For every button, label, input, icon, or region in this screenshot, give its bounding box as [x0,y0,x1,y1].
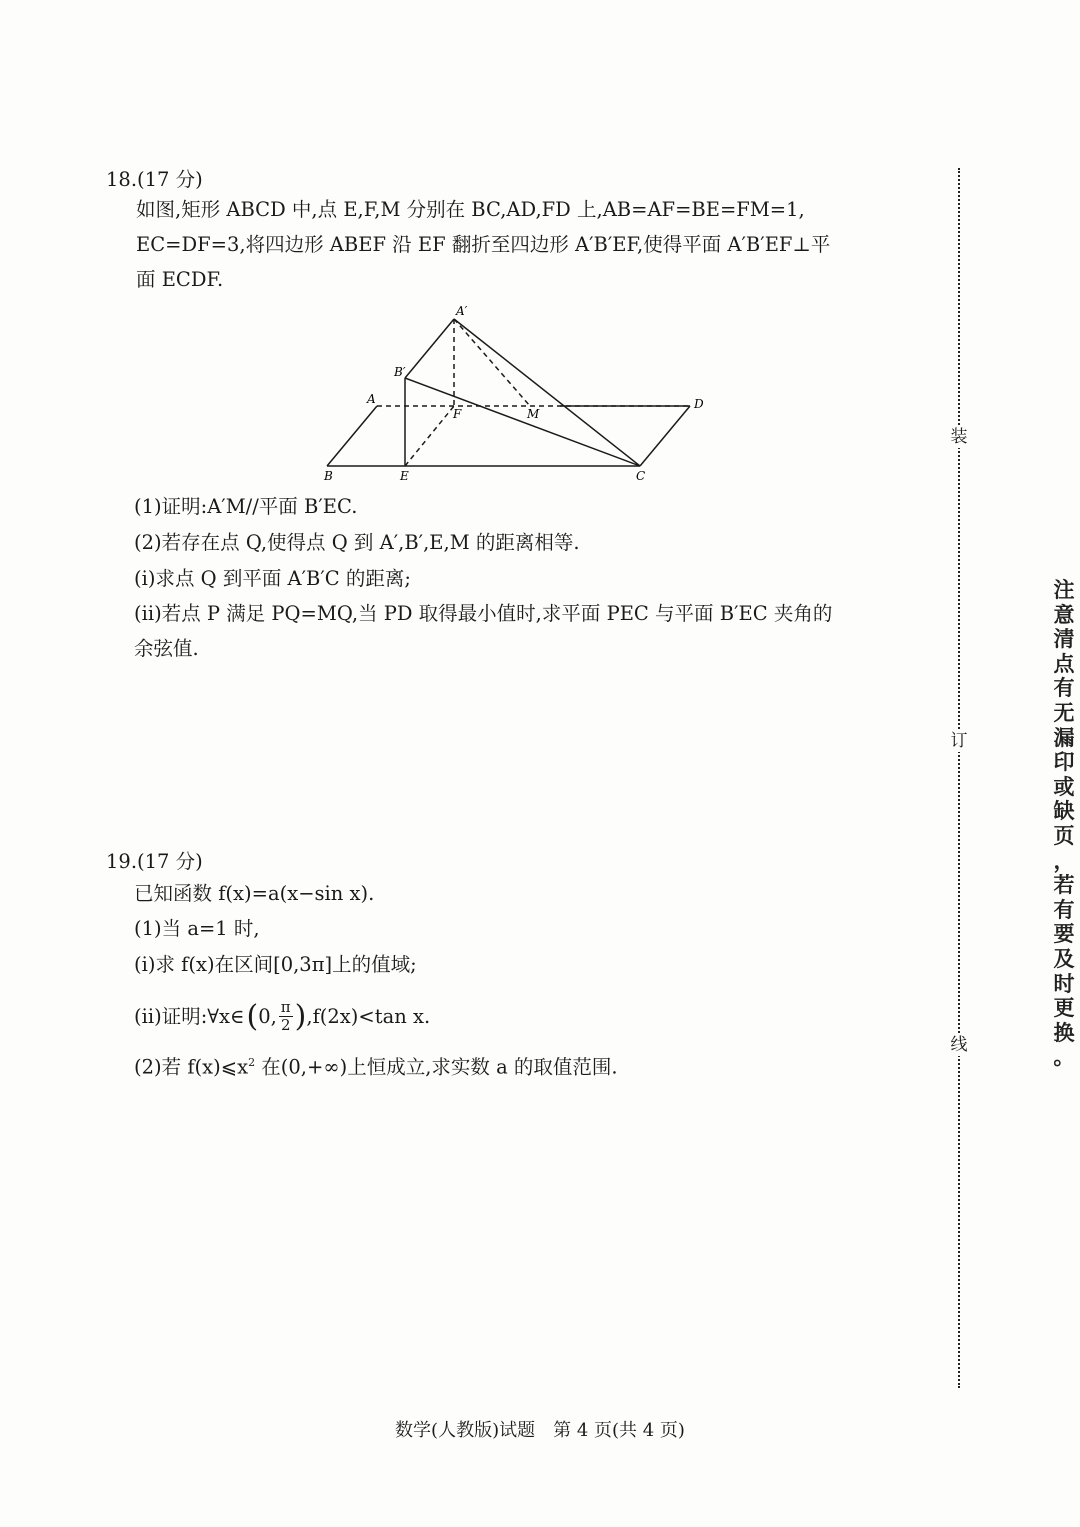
label-a-prime: A′ [456,304,468,318]
notice-char: 更 [1053,996,1075,1021]
binding-dotted-line [958,168,960,1388]
fraction-pi-over-2: π 2 [280,998,291,1034]
question-18-part: (1)证明:A′M//平面 B′EC. [134,495,358,518]
question-19-part2: (2)若 $f(x)⩽x^2$ 在(0,+∞)上恒成立,求实数 a 的取值范围. [134,1055,618,1079]
notice-char: 页 [1053,823,1075,848]
question-18-stem-line: 如图,矩形 ABCD 中,点 E,F,M 分别在 BC,AD,FD 上,AB=AF=BE=FM=1, [136,198,805,221]
question-18-part: 余弦值. [134,637,199,660]
notice-char: 。 [1053,1045,1075,1070]
vertical-notice [1050,578,1078,1070]
notice-char: ， [1053,848,1075,873]
edge-ba [327,406,377,466]
notice-char: 换 [1053,1020,1075,1045]
binding-label-xian: 线 [948,1034,970,1056]
question-19-number: 19.(17 分) [106,850,203,873]
label-e: E [400,469,409,483]
notice-char: 印 [1053,750,1075,775]
label-f: F [453,407,462,421]
question-18-part: (ⅱ)若点 P 满足 PQ=MQ,当 PD 取得最小值时,求平面 PEC 与平面 B′EC 夹角的 [134,602,833,625]
notice-char: 漏 [1053,725,1075,750]
edge-a-prime-c [454,319,640,466]
edge-cd [640,406,690,466]
page-footer: 数学(人教版)试题 第 4 页(共 4 页) [395,1420,685,1441]
notice-char: 意 [1053,602,1075,627]
notice-char: 有 [1053,676,1075,701]
edge-ef-hidden [405,406,454,466]
binding-label-ding: 订 [948,730,970,752]
question-19-stem: 已知函数 f(x)=a(x−sin x). [134,882,375,905]
notice-char: 点 [1053,651,1075,676]
notice-char: 注 [1053,578,1075,602]
folded-rectangle-figure [310,300,730,490]
edge-a-prime-m-hidden [454,319,530,406]
notice-char: 缺 [1053,799,1075,824]
notice-char: 若 [1053,873,1075,898]
label-b-prime: B′ [394,365,406,379]
question-18-part: (ⅰ)求点 Q 到平面 A′B′C 的距离; [134,567,411,590]
notice-char: 清 [1053,627,1075,652]
question-19-part1: (1)当 a=1 时, [134,917,260,940]
question-18-stem-line: 面 ECDF. [136,268,224,291]
notice-char: 时 [1053,971,1075,996]
label-m: M [527,407,540,421]
label-a: A [367,392,376,406]
question-19-part1-i: (ⅰ)求 f(x)在区间[0,3π]上的值域; [134,953,417,976]
notice-char: 无 [1053,700,1075,725]
label-d: D [694,397,704,411]
question-18-number: 18.(17 分) [106,168,203,191]
notice-char: 要 [1053,922,1075,947]
question-19-part1-ii: (ⅱ)证明:∀x∈ ( 0, π 2 ) ,f(2x)<tan x. [134,998,431,1034]
label-b: B [324,469,333,483]
label-c: C [636,469,646,483]
binding-label-zhuang: 装 [948,426,970,448]
notice-char: 或 [1053,774,1075,799]
question-18-part: (2)若存在点 Q,使得点 Q 到 A′,B′,E,M 的距离相等. [134,531,580,554]
edge-b-prime-a-prime [405,319,454,378]
notice-char: 有 [1053,897,1075,922]
notice-char: 及 [1053,946,1075,971]
question-18-stem-line: EC=DF=3,将四边形 ABEF 沿 EF 翻折至四边形 A′B′EF,使得平面 A′B′EF⊥平 [136,233,831,256]
